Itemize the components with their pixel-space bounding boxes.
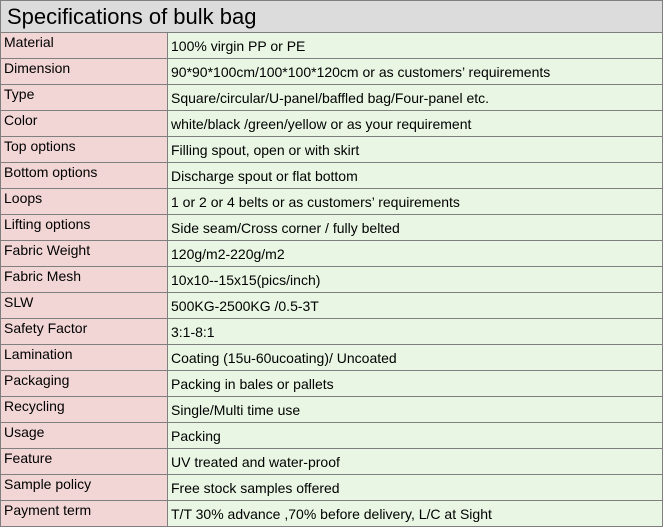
table-row xyxy=(1,33,663,59)
row-value: Coating (15u-60ucoating)/ Uncoated xyxy=(168,345,663,371)
row-label: Top options xyxy=(1,137,168,163)
spec-table xyxy=(0,32,663,527)
row-label: Type xyxy=(1,85,168,111)
row-value: 3:1-8:1 xyxy=(168,319,663,345)
row-label: SLW xyxy=(1,293,168,319)
row-value: white/black /green/yellow or as your requirement xyxy=(168,111,663,137)
table-row xyxy=(1,423,663,449)
table-row xyxy=(1,345,663,371)
title-bar xyxy=(0,0,663,32)
table-row xyxy=(1,267,663,293)
row-label: Lifting options xyxy=(1,215,168,241)
table-row xyxy=(1,241,663,267)
row-label: Recycling xyxy=(1,397,168,423)
row-value: T/T 30% advance ,70% before delivery, L/C at Sight xyxy=(168,501,663,527)
table-row xyxy=(1,189,663,215)
table-row xyxy=(1,319,663,345)
row-value: Filling spout, open or with skirt xyxy=(168,137,663,163)
row-value: 10x10--15x15(pics/inch) xyxy=(168,267,663,293)
row-label: Loops xyxy=(1,189,168,215)
row-label: Dimension xyxy=(1,59,168,85)
row-label: Payment term xyxy=(1,501,168,527)
table-row xyxy=(1,111,663,137)
row-value: Packing xyxy=(168,423,663,449)
row-value: 1 or 2 or 4 belts or as customers’ requirements xyxy=(168,189,663,215)
row-value: Single/Multi time use xyxy=(168,397,663,423)
table-row xyxy=(1,215,663,241)
row-label: Material xyxy=(1,33,168,59)
row-label: Bottom options xyxy=(1,163,168,189)
row-value: Side seam/Cross corner / fully belted xyxy=(168,215,663,241)
row-label: Fabric Weight xyxy=(1,241,168,267)
row-label: Fabric Mesh xyxy=(1,267,168,293)
row-label: Sample policy xyxy=(1,475,168,501)
row-label: Feature xyxy=(1,449,168,475)
row-label: Color xyxy=(1,111,168,137)
table-row xyxy=(1,163,663,189)
row-value: Packing in bales or pallets xyxy=(168,371,663,397)
table-row xyxy=(1,475,663,501)
row-value: 100% virgin PP or PE xyxy=(168,33,663,59)
row-value: Discharge spout or flat bottom xyxy=(168,163,663,189)
row-label: Usage xyxy=(1,423,168,449)
row-value: 90*90*100cm/100*100*120cm or as customers’ requirements xyxy=(168,59,663,85)
row-value: Square/circular/U-panel/baffled bag/Four-panel etc. xyxy=(168,85,663,111)
table-row xyxy=(1,397,663,423)
table-row xyxy=(1,137,663,163)
row-label: Packaging xyxy=(1,371,168,397)
table-row xyxy=(1,371,663,397)
table-row xyxy=(1,501,663,527)
row-value: UV treated and water-proof xyxy=(168,449,663,475)
table-row xyxy=(1,293,663,319)
table-row xyxy=(1,59,663,85)
row-label: Lamination xyxy=(1,345,168,371)
table-row xyxy=(1,85,663,111)
row-label: Safety Factor xyxy=(1,319,168,345)
table-row xyxy=(1,449,663,475)
row-value: Free stock samples offered xyxy=(168,475,663,501)
sheet-title: Specifications of bulk bag xyxy=(7,4,257,29)
row-value: 120g/m2-220g/m2 xyxy=(168,241,663,267)
row-value: 500KG-2500KG /0.5-3T xyxy=(168,293,663,319)
